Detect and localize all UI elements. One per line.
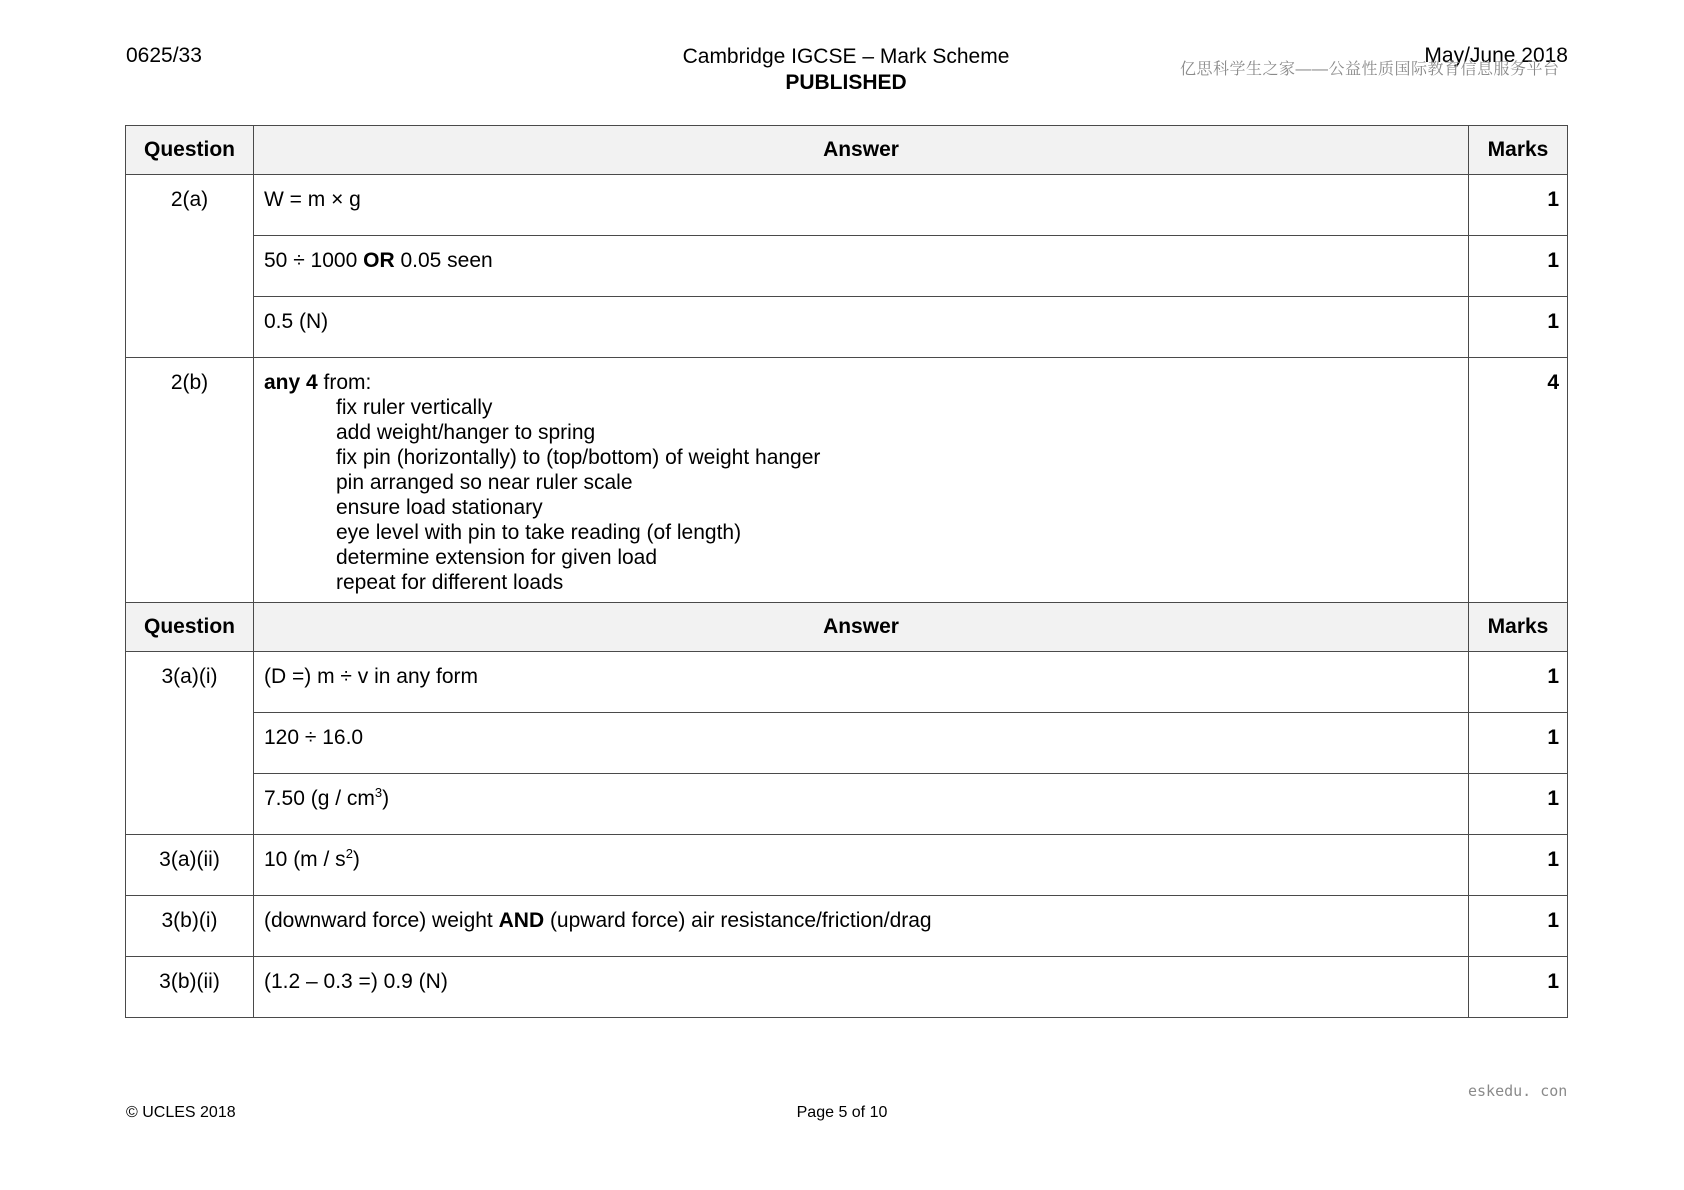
answer-text: 0.05 seen: [394, 249, 493, 272]
answer-cell: [254, 835, 1469, 896]
marks-cell: 1: [1469, 297, 1568, 358]
question-cell: 3(b)(i): [126, 896, 254, 957]
document-title: [600, 44, 1092, 96]
mark-scheme-table-q2: [125, 125, 1568, 606]
answer-intro: [264, 370, 1458, 395]
title-text: Cambridge IGCSE – Mark Scheme: [682, 45, 1010, 68]
table-row: [126, 358, 1568, 606]
marks-cell: 1: [1469, 835, 1568, 896]
watermark-top: 亿思科学生之家——公益性质国际教育信息服务平台: [1180, 61, 1560, 78]
marks-column-header: Marks: [1469, 126, 1568, 175]
table-row: [126, 957, 1568, 1018]
answer-point: eye level with pin to take reading (of length): [336, 521, 742, 544]
answer-keyword: OR: [363, 249, 395, 272]
answer-point: ensure load stationary: [336, 496, 543, 519]
question-column-header: Question: [126, 603, 254, 652]
marks-cell: 1: [1469, 713, 1568, 774]
table-row: [126, 774, 1568, 835]
question-cell: 3(a)(i): [126, 652, 254, 835]
table-row: [126, 835, 1568, 896]
marks-cell: 1: [1469, 175, 1568, 236]
answer-text: 50 ÷ 1000: [264, 249, 364, 272]
superscript: 3: [374, 785, 383, 800]
answer-point: fix pin (horizontally) to (top/bottom) of weight hanger: [336, 446, 821, 469]
marks-cell: 1: [1469, 774, 1568, 835]
marks-cell: 4: [1469, 358, 1568, 606]
answer-text: from:: [317, 371, 372, 394]
answer-cell: 0.5 (N): [254, 297, 1469, 358]
answer-text: (upward force) air resistance/friction/drag: [544, 909, 932, 932]
marks-cell: 1: [1469, 236, 1568, 297]
page-number: Page 5 of 10: [796, 1104, 888, 1121]
marks-cell: 1: [1469, 896, 1568, 957]
mark-scheme-table-q3: [125, 602, 1568, 1018]
copyright: © UCLES 2018: [126, 1104, 236, 1121]
answer-cell: 120 ÷ 16.0: [254, 713, 1469, 774]
answer-text: ): [382, 787, 390, 810]
answer-column-header: Answer: [254, 603, 1469, 652]
question-cell: 2(a): [126, 175, 254, 358]
answer-point: repeat for different loads: [336, 571, 564, 594]
syllabus-code: 0625/33: [126, 44, 202, 67]
table-row: [126, 713, 1568, 774]
status-label: PUBLISHED: [785, 71, 907, 94]
answer-point: pin arranged so near ruler scale: [336, 471, 633, 494]
answer-cell: [254, 236, 1469, 297]
answer-text: 7.50 (g / cm: [264, 787, 375, 810]
marks-cell: 1: [1469, 957, 1568, 1018]
answer-cell: [254, 358, 1469, 606]
answer-keyword: any 4: [264, 371, 318, 394]
watermark-bottom: eskedu. con: [1468, 1082, 1568, 1100]
answer-cell: [254, 774, 1469, 835]
answer-cell: (D =) m ÷ v in any form: [254, 652, 1469, 713]
answer-cell: (1.2 – 0.3 =) 0.9 (N): [254, 957, 1469, 1018]
question-cell: 3(b)(ii): [126, 957, 254, 1018]
answer-column-header: Answer: [254, 126, 1469, 175]
table-row: [126, 297, 1568, 358]
question-column-header: Question: [126, 126, 254, 175]
question-cell: 2(b): [126, 358, 254, 606]
marks-column-header: Marks: [1469, 603, 1568, 652]
superscript: 2: [345, 846, 353, 861]
question-cell: 3(a)(ii): [126, 835, 254, 896]
answer-keyword: AND: [498, 909, 545, 932]
answer-point: determine extension for given load: [336, 546, 658, 569]
answer-text: (downward force) weight: [264, 909, 499, 932]
answer-cell: W = m × g: [254, 175, 1469, 236]
table-row: [126, 652, 1568, 713]
table-row: [126, 896, 1568, 957]
table-row: [126, 236, 1568, 297]
answer-text: 10 (m / s: [264, 848, 346, 871]
exam-session: May/June 2018: [1424, 44, 1568, 67]
answer-text: ): [352, 848, 360, 871]
answer-cell: [254, 896, 1469, 957]
table-header-row: [126, 603, 1568, 652]
table-header-row: [126, 126, 1568, 175]
table-row: [126, 175, 1568, 236]
answer-point: fix ruler vertically: [336, 396, 493, 419]
marks-cell: 1: [1469, 652, 1568, 713]
answer-point: add weight/hanger to spring: [336, 421, 596, 444]
